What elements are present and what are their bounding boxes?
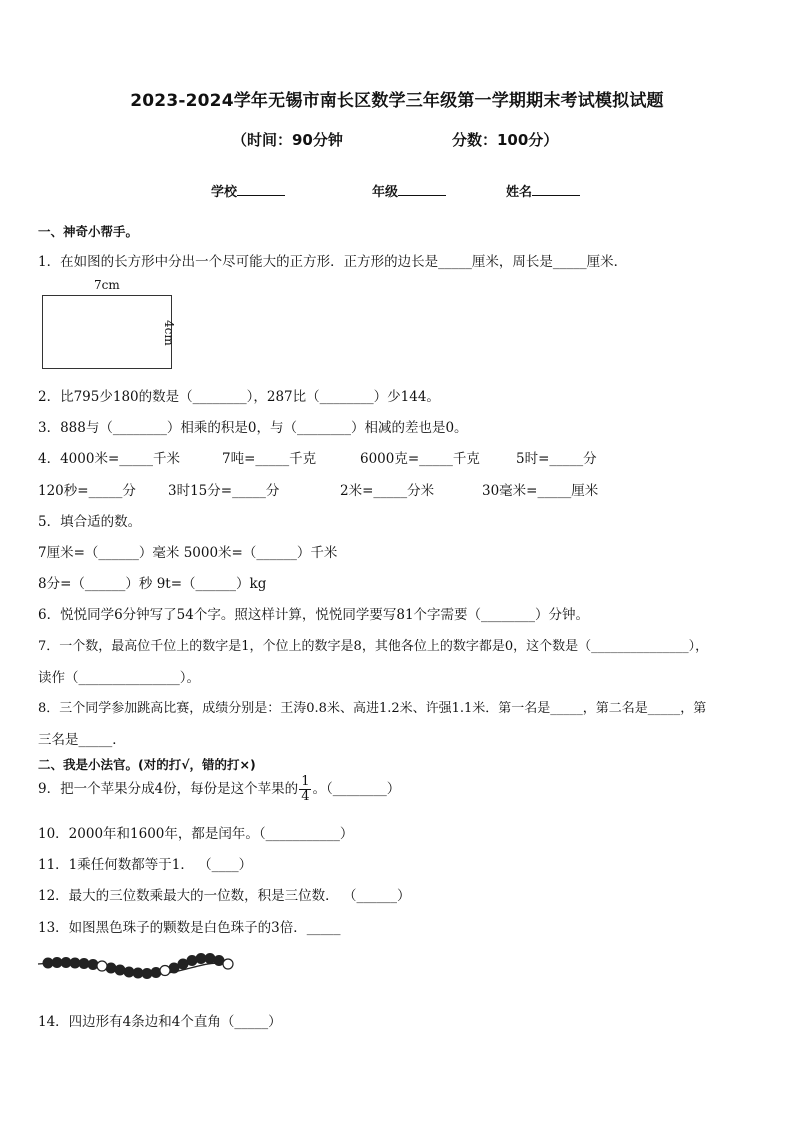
question-6: 6．悦悦同学6分钟写了54个字。照这样计算，悦悦同学要写81个字需要（________）分钟。 bbox=[38, 607, 590, 623]
name-field bbox=[506, 181, 580, 200]
question-8-line-2: 三名是_____． bbox=[38, 732, 126, 748]
fraction-one-quarter bbox=[299, 775, 311, 804]
name-label: 姓名 bbox=[506, 185, 533, 200]
question-8-line-1: 8．三个同学参加跳高比赛，成绩分别是：王涛0.8米、高进1.2米、许强1.1米．第一名是_____，第二名是_____，第 bbox=[38, 701, 707, 716]
question-5-b: 8分=（______）秒 9t=（______）kg bbox=[38, 576, 267, 592]
question-13: 13．如图黑色珠子的颗数是白色珠子的3倍．_____ bbox=[38, 920, 341, 936]
question-9-text: 9．把一个苹果分成4份，每份是这个苹果的 bbox=[38, 781, 299, 797]
question-9-answer: 。（________） bbox=[312, 781, 401, 797]
question-5: 5．填合适的数。 bbox=[38, 514, 142, 530]
school-label: 学校 bbox=[211, 185, 238, 200]
question-2: 2．比795少180的数是（________），287比（________）少144。 bbox=[38, 389, 440, 405]
fraction-numerator: 1 bbox=[301, 774, 310, 789]
grade-blank[interactable] bbox=[398, 183, 446, 196]
exam-title: 2023-2024学年无锡市南长区数学三年级第一学期期末考试模拟试题 bbox=[130, 91, 664, 111]
school-blank[interactable] bbox=[237, 183, 285, 196]
section-heading-1: 一、神奇小帮手。 bbox=[38, 224, 139, 239]
question-1: 1．在如图的长方形中分出一个尽可能大的正方形．正方形的边长是_____厘米，周长是_____厘米． bbox=[38, 254, 628, 270]
question-11: 11．1乘任何数都等于1． （____） bbox=[38, 857, 253, 873]
question-4-g: 2米=_____分米 bbox=[340, 483, 435, 499]
rectangle-width-label: 7cm bbox=[94, 278, 120, 292]
exam-score: 分数：100分） bbox=[452, 131, 559, 149]
question-10: 10．2000年和1600年，都是闰年。（___________） bbox=[38, 826, 354, 842]
question-4-h: 30毫米=_____厘米 bbox=[482, 483, 599, 499]
grade-field bbox=[372, 181, 446, 200]
name-blank[interactable] bbox=[532, 183, 580, 196]
question-3: 3．888与（________）相乘的积是0，与（________）相减的差也是0。 bbox=[38, 420, 468, 436]
bead-string-figure bbox=[36, 950, 236, 986]
question-14: 14．四边形有4条边和4个直角（_____） bbox=[38, 1014, 282, 1030]
question-4-e: 120秒=_____分 bbox=[38, 483, 136, 499]
rectangle-figure bbox=[42, 295, 172, 369]
fraction-denominator: 4 bbox=[301, 789, 310, 804]
question-7-line-1: 7．一个数，最高位千位上的数字是1，个位上的数字是8，其他各位上的数字都是0，这个数是（_______________）， bbox=[38, 639, 709, 654]
question-4-d: 5时=_____分 bbox=[516, 451, 597, 467]
question-4-c: 6000克=_____千克 bbox=[360, 451, 480, 467]
question-4-b: 7吨=_____千克 bbox=[222, 451, 317, 467]
exam-time: （时间：90分钟 bbox=[232, 131, 343, 149]
rectangle-height-label: 4cm bbox=[162, 320, 176, 346]
school-field bbox=[211, 181, 285, 200]
question-12: 12．最大的三位数乘最大的一位数，积是三位数． （______） bbox=[38, 888, 411, 904]
question-4-f: 3时15分=_____分 bbox=[168, 483, 280, 499]
question-9 bbox=[38, 775, 400, 804]
question-4-a: 4．4000米=_____千米 bbox=[38, 451, 181, 467]
question-7-line-2: 读作（_______________）。 bbox=[38, 670, 200, 686]
question-5-a: 7厘米=（______）毫米 5000米=（______）千米 bbox=[38, 545, 338, 561]
grade-label: 年级 bbox=[372, 185, 399, 200]
section-heading-2: 二、我是小法官。(对的打√，错的打×) bbox=[38, 757, 256, 772]
